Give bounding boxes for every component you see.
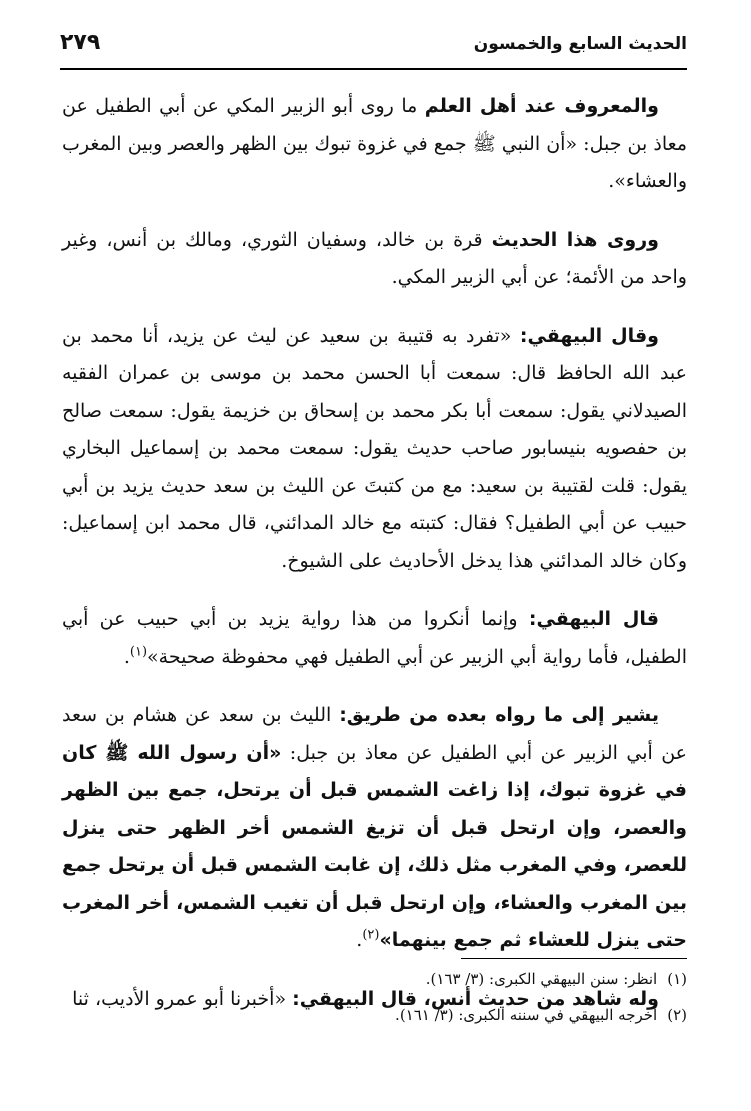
paragraph: [62, 318, 687, 581]
paragraph-tail: .: [123, 645, 130, 668]
paragraph-text: الليث بن سعد عن هشام بن سعد عن أبي الزبير عن أبي الطفيل عن معاذ بن جبل:: [62, 704, 687, 764]
paragraph: [62, 697, 687, 960]
footnote: [62, 968, 687, 990]
footnote-text: أخرجه البيهقي في سننه الكبرى: (٣/ ١٦١).: [395, 1006, 658, 1024]
paragraph-text: وإنما أنكروا من هذا رواية يزيد بن أبي حبيب عن أبي الطفيل، فأما رواية أبي الزبير عن أبي الطفيل فهي محفوظة صحيحة»: [62, 608, 687, 668]
running-title: الحديث السابع والخمسون: [473, 34, 687, 54]
paragraph: [62, 601, 687, 676]
paragraph-lead: قال البيهقي:: [528, 608, 659, 630]
paragraph-lead: وقال البيهقي:: [519, 324, 659, 347]
paragraph-lead: والمعروف عند أهل العلم: [424, 95, 659, 117]
paragraph-lead: وله شاهد من حديث أنس، قال البيهقي:: [292, 987, 659, 1010]
footnote: [62, 1004, 687, 1026]
paragraph-lead: يشير إلى ما رواه بعده من طريق:: [339, 704, 660, 726]
paragraph-text: ما روى أبو الزبير المكي عن أبي الطفيل عن معاذ بن جبل: «أن النبي ﷺ جمع في غزوة تبوك بين الظهر والعصر وبين المغرب والعشاء».: [62, 95, 687, 192]
paragraph-tail: .: [356, 929, 363, 951]
footnote-text: انظر: سنن البيهقي الكبرى: (٣/ ١٦٣).: [425, 970, 658, 988]
paragraph: [62, 88, 687, 201]
footnote-number: (٢): [667, 1006, 687, 1024]
paragraph-text: «تفرد به قتيبة بن سعيد عن ليث عن يزيد، أنا محمد بن عبد الله الحافظ قال: سمعت أبا الحسن محمد بن موسى بن عمران الفقيه الصيدلاني يقول: سمعت أبا بكر محمد بن إسحاق بن خزيمة يقول: سمعت صالح بن حفصويه بنيسابور صاحب حديث يقول: سمعت محمد بن إسماعيل البخاري يقول: قلت لقتيبة بن سعيد: مع من كتبتَ عن الليث بن سعد حديث يزيد بن أبي حبيب عن أبي الطفيل؟ فقال: كتبته مع خالد المدائني، قال محمد ابن إسماعيل: وكان خالد المدائني هذا يدخل الأحاديث على الشيوخ.: [62, 324, 687, 572]
hadith-quote: «أن رسول الله ﷺ كان في غزوة تبوك، إذا زاغت الشمس قبل أن يرتحل، جمع بين الظهر والعصر، وإن ارتحل قبل أن تزيغ الشمس أخر الظهر حتى ينزل للعصر، وفي المغرب مثل ذلك، إن غابت الشمس قبل أن يرتحل جمع بين المغرب والعشاء، وإن ارتحل قبل أن تغيب الشمس، أخر المغرب حتى ينزل للعشاء ثم جمع بينهما»: [62, 741, 687, 951]
page-number: ٢٧٩: [60, 30, 101, 55]
footnote-reference[interactable]: (١): [129, 644, 148, 660]
footnote-reference[interactable]: (٢): [362, 927, 380, 943]
paragraph-text: «أخبرنا أبو عمرو الأديب، ثنا: [72, 987, 293, 1010]
footnotes: [62, 968, 687, 1040]
paragraph-text: قرة بن خالد، وسفيان الثوري، ومالك بن أنس، وغير واحد من الأئمة؛ عن أبي الزبير المكي.: [62, 228, 687, 288]
header-rule: [60, 68, 687, 70]
page-header: [60, 30, 687, 64]
paragraph-lead: وروى هذا الحديث: [491, 228, 659, 251]
footnote-rule: [461, 958, 687, 959]
footnote-number: (١): [667, 970, 687, 988]
paragraph: [62, 222, 687, 297]
body-text: [62, 88, 687, 1018]
